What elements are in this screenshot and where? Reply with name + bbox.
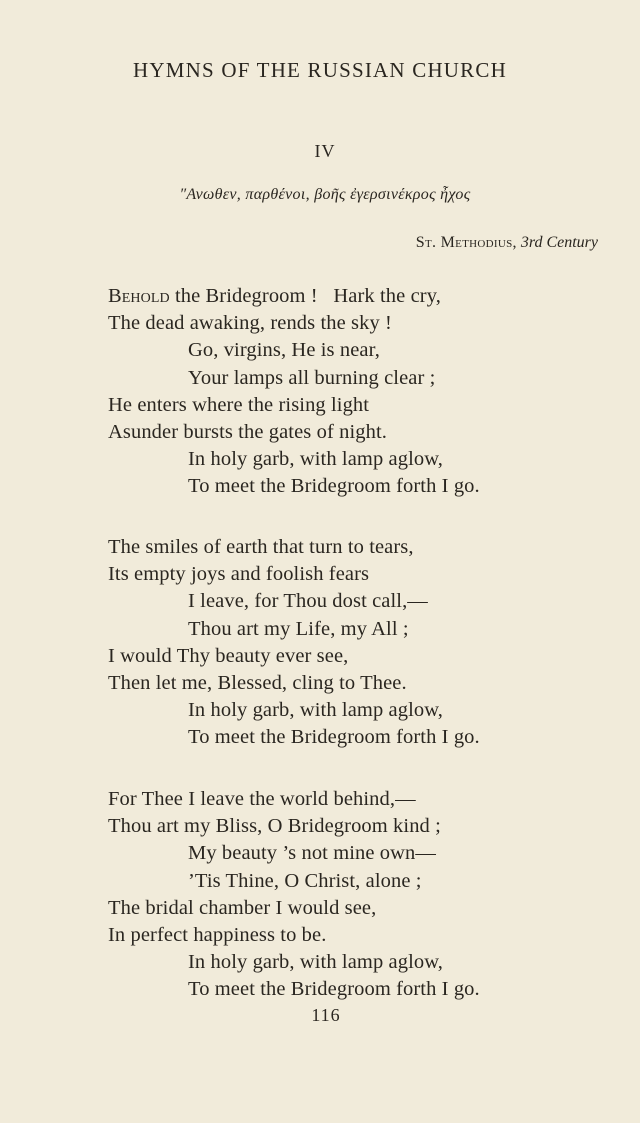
section-number: IV — [314, 141, 336, 161]
stanza-1 — [108, 283, 628, 501]
refrain-line: In holy garb, with lamp aglow, — [188, 699, 444, 722]
poem-line: I would Thy beauty ever see, — [108, 644, 349, 667]
poem-line — [108, 283, 628, 310]
poem-line: Asunder bursts the gates of night. — [108, 420, 387, 443]
poem-line: In perfect happiness to be. — [108, 923, 327, 946]
opening-line-rest: the Bridegroom ! Hark the cry, — [169, 285, 441, 307]
stanza-2 — [108, 534, 628, 752]
opening-word: Behold — [108, 285, 170, 307]
poem-line: ’Tis Thine, O Christ, alone ; — [188, 869, 422, 892]
poem-line: Go, virgins, He is near, — [188, 339, 380, 362]
poem-line: He enters where the rising light — [108, 393, 370, 416]
poem-line: My beauty ’s not mine own— — [188, 842, 437, 865]
attribution-date: 3rd Century — [520, 234, 598, 251]
poem-line: Thou art my Life, my All ; — [188, 617, 409, 640]
page-number: 116 — [311, 1005, 341, 1025]
attribution — [416, 234, 598, 252]
refrain-line: To meet the Bridegroom forth I go. — [188, 475, 480, 498]
refrain-line: In holy garb, with lamp aglow, — [188, 448, 444, 471]
poem-line: Then let me, Blessed, cling to Thee. — [108, 671, 407, 694]
poem-line: For Thee I leave the world behind,— — [108, 788, 416, 810]
greek-incipit: ″Ανωθεν, παρθένοι, βοῆς ἐγερσινέκρος ἦχος — [179, 186, 471, 203]
refrain-line: To meet the Bridegroom forth I go. — [188, 726, 480, 749]
poem-line: The bridal chamber I would see, — [108, 896, 377, 919]
poem-line: The dead awaking, rends the sky ! — [108, 312, 392, 335]
refrain-line: To meet the Bridegroom forth I go. — [188, 978, 480, 1001]
attribution-author: St. Methodius, — [415, 234, 517, 251]
poem-line: I leave, for Thou dost call,— — [188, 590, 428, 613]
running-head: HYMNS OF THE RUSSIAN CHURCH — [133, 58, 507, 82]
poem-line: Your lamps all burning clear ; — [188, 366, 436, 389]
poem-line: Its empty joys and foolish fears — [108, 563, 370, 586]
stanza-3 — [108, 786, 628, 1004]
poem-line: Thou art my Bliss, O Bridegroom kind ; — [108, 815, 441, 838]
refrain-line: In holy garb, with lamp aglow, — [188, 951, 444, 974]
poem-line: The smiles of earth that turn to tears, — [108, 536, 414, 558]
